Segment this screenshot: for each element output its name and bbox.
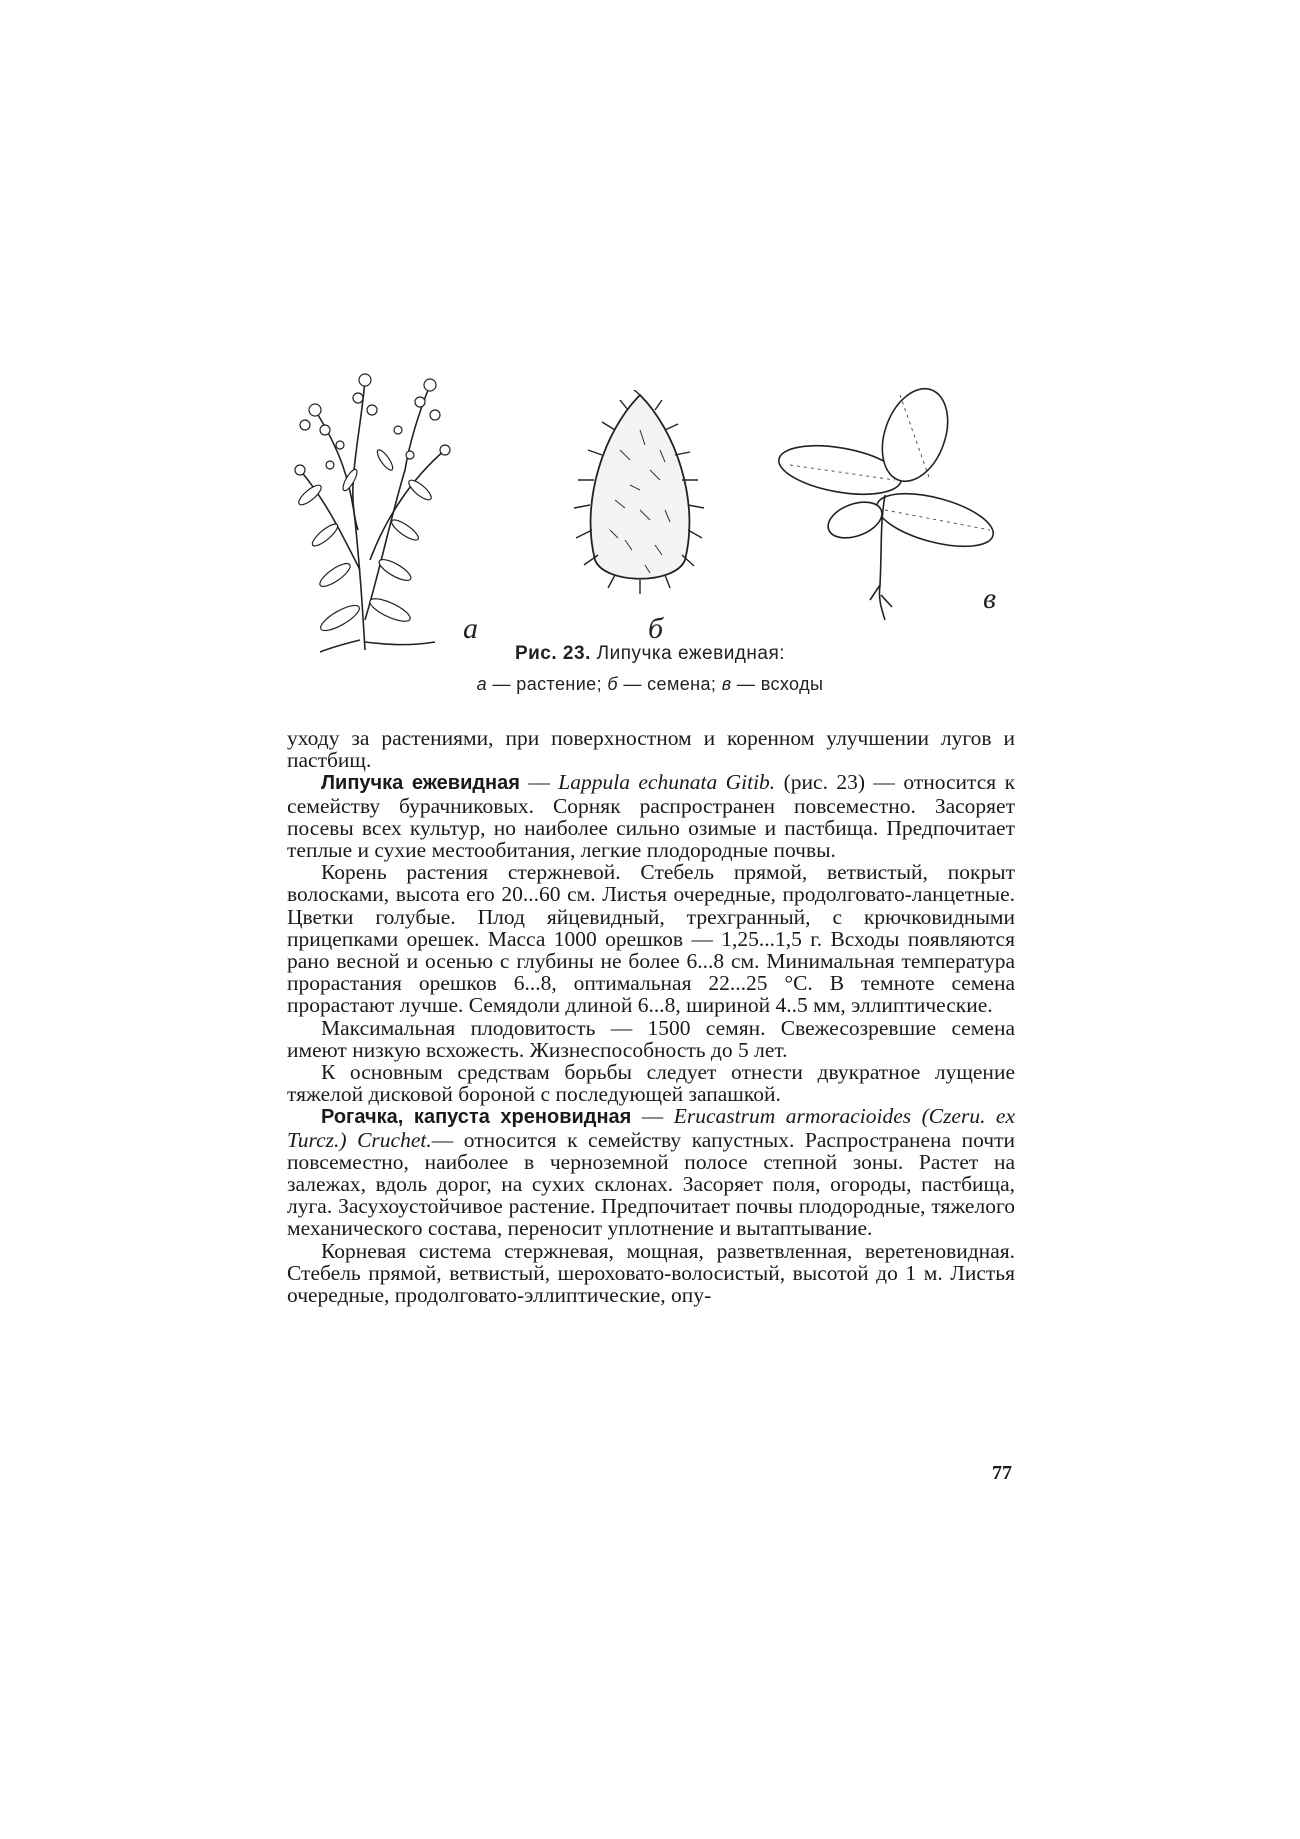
paragraph-2: Липучка ежевидная — Lappula echunata Gitib. (рис. 23) — относится к семейству бурачниковых. Сорняк распространен повсеместно. Засоряет посевы всех культур, но наиболее сильно озимые и пастбища. Предпочитает теплые и сухие местообитания, легкие плодородные почвы. [287,770,1016,863]
figure-title: Липучка ежевидная: [596,643,786,664]
term-erucastrum: Рогачка, капуста хреновидная [321,1106,632,1129]
figure-label-a: а [463,612,478,645]
paragraph-6: Рогачка, капуста хреновидная — Erucastrum armoracioides (Czeru. ex Turcz.) Cruchet.— относится к семейству капустных. Распространена почти повсеместно, наиболее в черноземной полосе степной зоны. Растет на залежах, вдоль дорог, на сухих склонах. Засоряет поля, огороды, пастбища, луга. Засухоустойчивое растение. Предпочитает почвы плодородные, тяжелого механического состава, переносит уплотнение и вытаптывание. [287,1104,1015,1241]
paragraph-7: Корневая система стержневая, мощная, разветвленная, веретеновидная. Стебель прямой, ветвистый, шероховато-волосистый, высотой до 1 м. Листья очередные, продолговато-эллиптические, опу- [287,1238,1015,1308]
body-text [287,727,1015,1306]
legend-text-b: — семена; [623,674,717,694]
figure-label-v: в [983,582,997,615]
figure-23 [270,370,1030,660]
figure-caption-title [0,643,1300,665]
legend-letter-b: б [607,674,618,694]
latin-name-erucastrum: Erucastrum armoracioides (Czeru. ex Turcz.) Cruchet. [287,1104,1015,1152]
figure-reference: Рис. 23. [514,643,591,664]
figure-label-b: б [648,612,664,645]
term-lappula: Липучка ежевидная [321,772,520,795]
legend-letter-v: в [721,674,732,694]
plant-illustration [270,370,460,655]
page-number: 77 [992,1462,1012,1484]
paragraph-1: уходу за растениями, при поверхностном и коренном улучшении лугов и пастбищ. [287,726,1015,773]
latin-name-lappula: Lappula echunata Gitib. [558,770,776,795]
paragraph-5: К основным средствам борьбы следует отнести двукратное лущение тяжелой дисковой бороной с последующей запашкой. [287,1060,1015,1107]
seed-illustration [570,390,710,600]
paragraph-3: Корень растения стержневой. Стебель прямой, ветвистый, покрыт волосками, высота его 20...60 см. Листья очередные, продолговато-ланцетные. Цветки голубые. Плод яйцевидный, трехгранный, с крючковидными прицепками орешек. Масса 1000 орешков — 1,25...1,5 г. Всходы появляются рано весной и осенью с глубины не более 6...8 см. Минимальная температура прорастания орешков 6...8, оптимальная 22...25 °С. В темноте семена прорастают лучше. Семядоли длиной 6...8, шириной 4..5 мм, эллиптические. [287,860,1015,1018]
legend-text-v: — всходы [736,674,824,694]
figure-caption-legend [0,674,1300,695]
paragraph-4: Максимальная плодовитость — 1500 семян. Свежесозревшие семена имеют низкую всхожесть. Жизнеспособность до 5 лет. [287,1015,1015,1062]
legend-letter-a: а [476,674,488,694]
seedling-illustration [770,385,1010,625]
legend-text-a: — растение; [492,674,602,694]
